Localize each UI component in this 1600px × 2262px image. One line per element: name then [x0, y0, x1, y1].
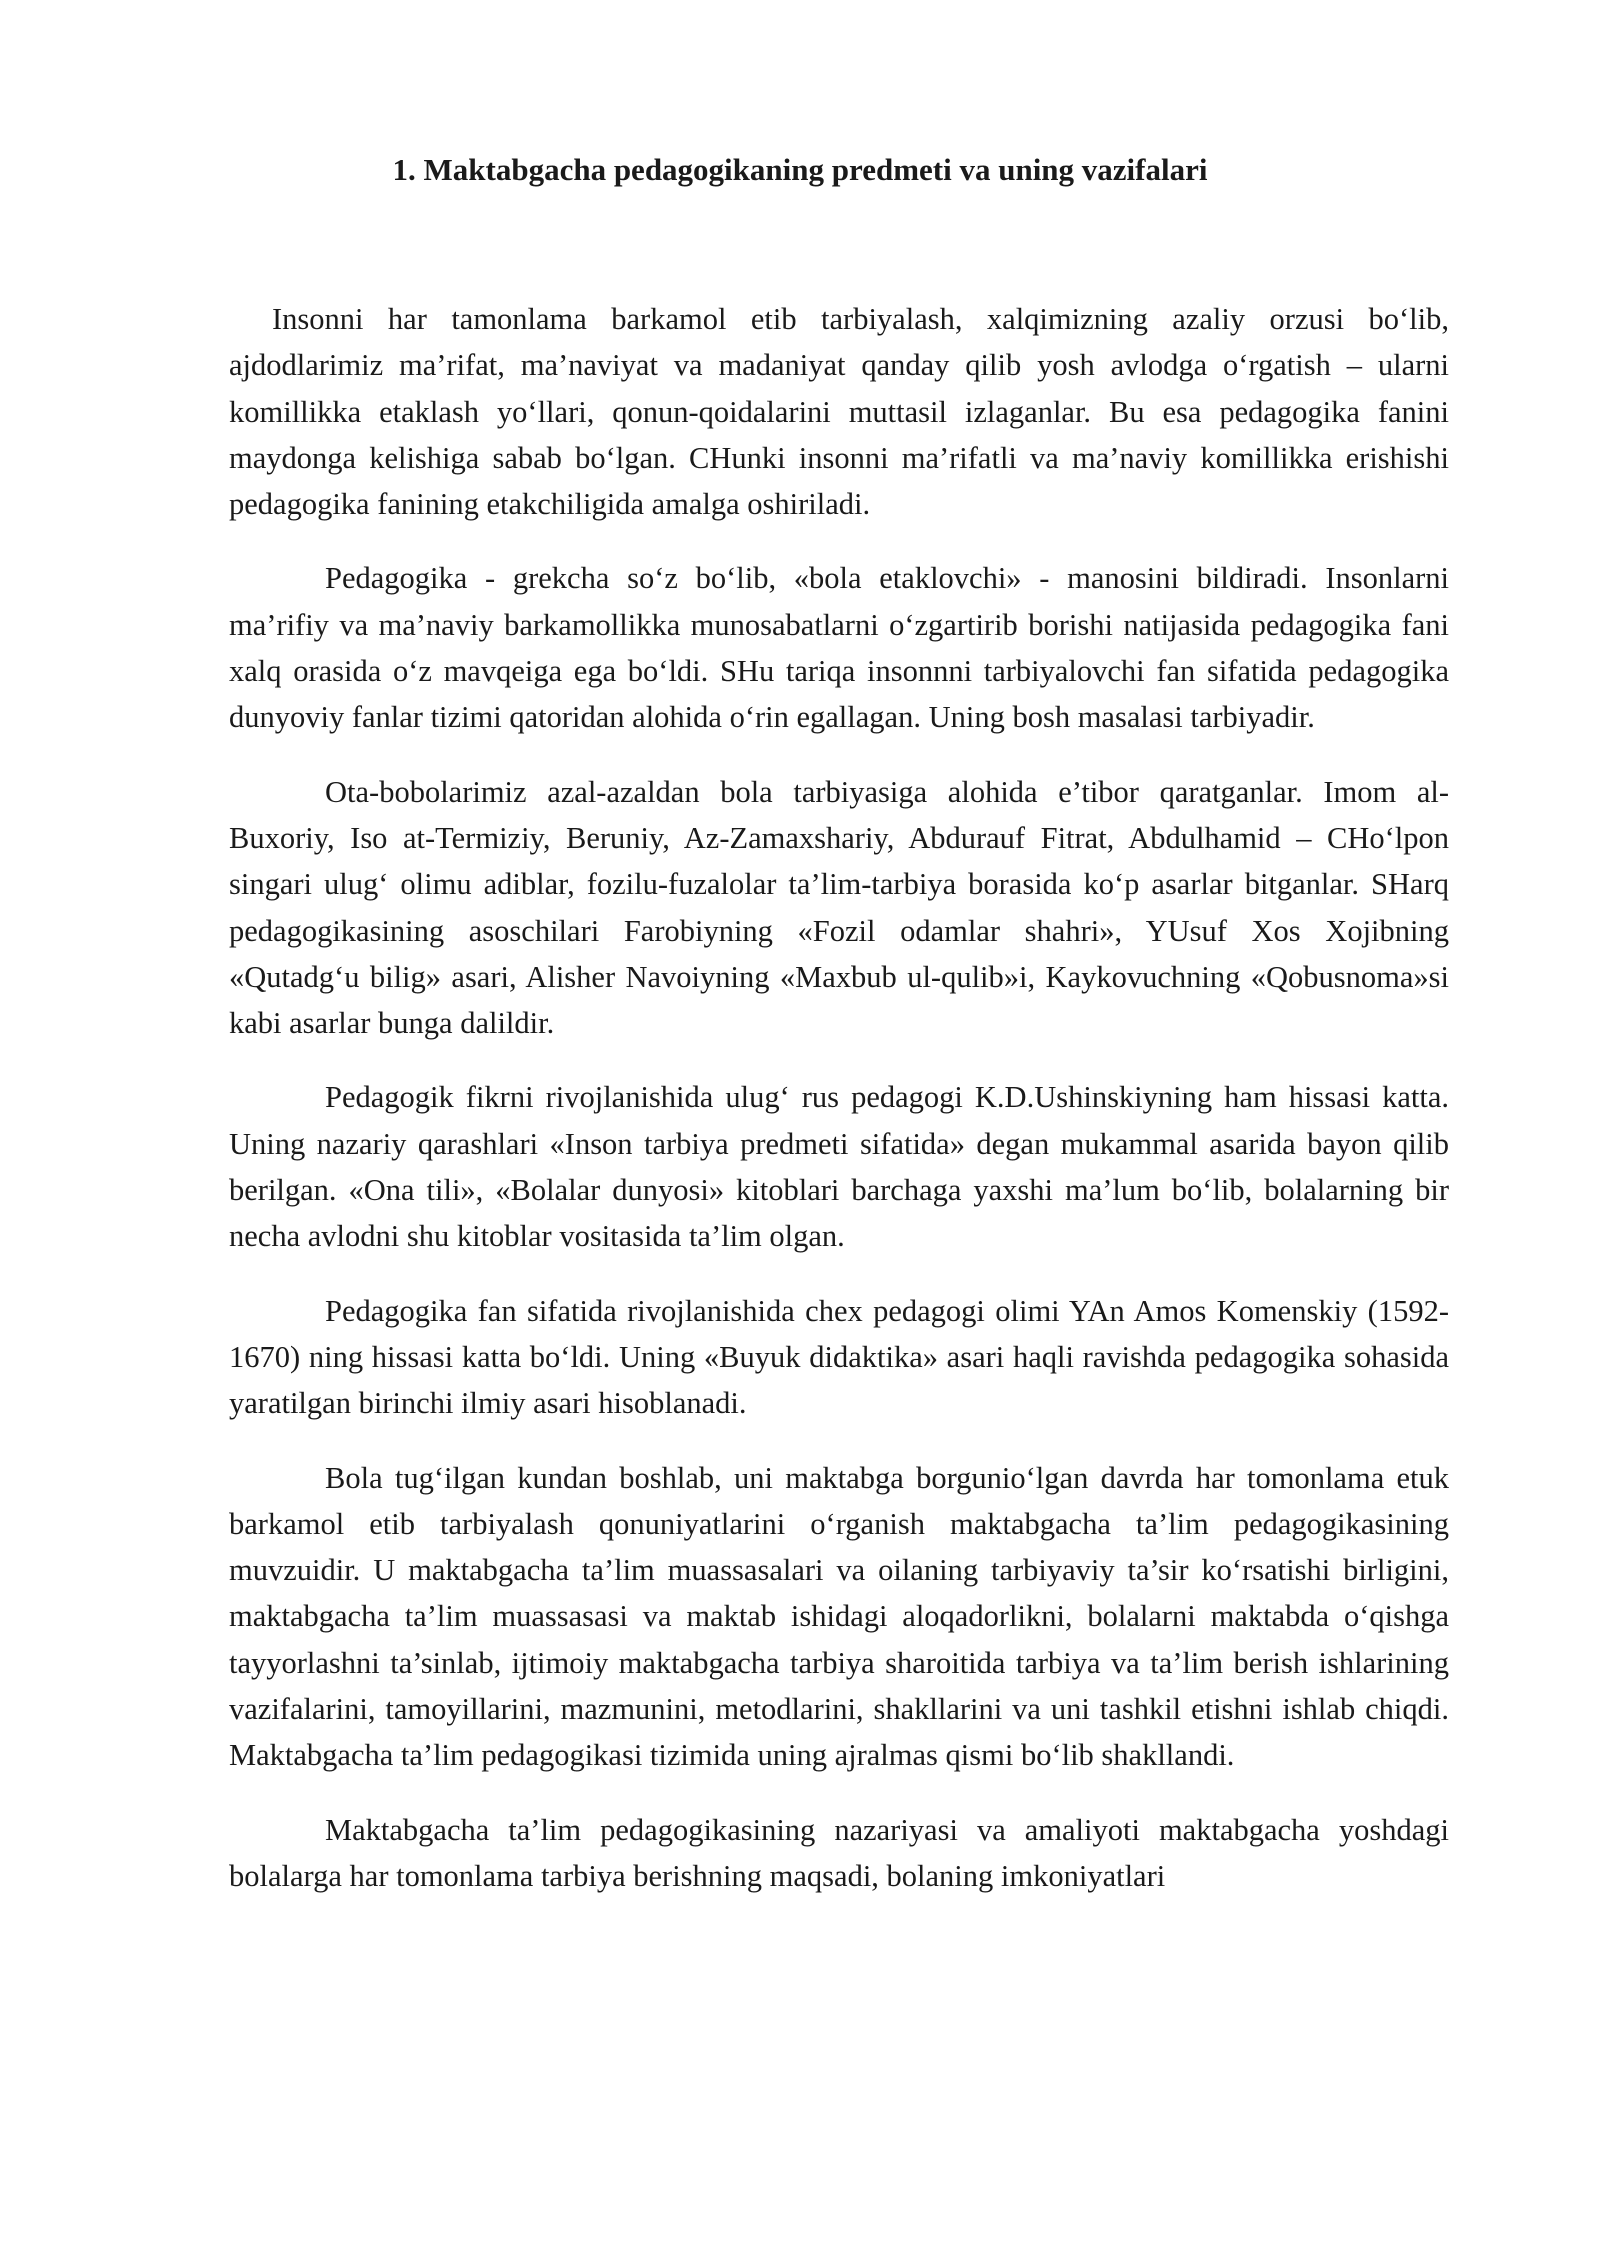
paragraph: Bola tug‘ilgan kundan boshlab, uni maktabga borgunio‘lgan davrda har tomonlama etuk barkamol etib tarbiyalash qonuniyatlarini o‘rganish maktabgacha ta’lim pedagogikasining muvzuidir. U maktabgacha ta’lim muassasalari va oilaning tarbiyaviy ta’sir ko‘rsatishi birligini, maktabgacha ta’lim muassasasi va maktab ishidagi aloqadorlikni, bolalarni maktabda o‘qishga tayyorlashni ta’sinlab, ijtimoiy maktabgacha tarbiya sharoitida tarbiya va ta’lim berish ishlarining vazifalarini, tamoyillarini, mazmunini, metodlarini, shakllarini va uni tashkil etishni ishlab chiqdi. Maktabgacha ta’lim pedagogikasi tizimida uning ajralmas qismi bo‘lib shakllandi.: [229, 1460, 1449, 1773]
paragraph: Maktabgacha ta’lim pedagogikasining nazariyasi va amaliyoti maktabgacha yoshdagi bolalarga har tomonlama tarbiya berishning maqsadi, bolaning imkoniyatlari: [229, 1812, 1449, 1893]
paragraph: Pedagogik fikrni rivojlanishida ulug‘ rus pedagogi K.D.Ushinskiyning ham hissasi katta. Uning nazariy qarashlari «Inson tarbiya predmeti sifatida» degan mukammal asarida bayon qilib berilgan. «Ona tili», «Bolalar dunyosi» kitoblari barchaga yaxshi ma’lum bo‘lib, bolalarning bir necha avlodni shu kitoblar vositasida ta’lim olgan.: [229, 1080, 1449, 1254]
paragraph: Ota-bobolarimiz azal-azaldan bola tarbiyasiga alohida e’tibor qaratganlar. Imom al-Buxoriy, Iso at-Termiziy, Beruniy, Az-Zamaxshariy, Abdurauf Fitrat, Abdulhamid – CHo‘lpon singari ulug‘ olimu adiblar, fozilu-fuzalolar ta’lim-tarbiya borasida ko‘p asarlar bitganlar. SHarq pedagogikasining asoschilari Farobiyning «Fozil odamlar shahri», YUsuf Xos Xojibning «Qutadg‘u bilig» asari, Alisher Navoiyning «Maxbub ul-qulib»i, Kaykovuchning «Qobusnoma»si kabi asarlar bunga dalildir.: [229, 774, 1449, 1041]
document-body: [229, 296, 1449, 1927]
paragraph: Pedagogika fan sifatida rivojlanishida chex pedagogi olimi YAn Amos Komenskiy (1592-1670) ning hissasi katta bo‘ldi. Uning «Buyuk didaktika» asari haqli ravishda pedagogika sohasida yaratilgan birinchi ilmiy asari hisoblanadi.: [229, 1293, 1449, 1421]
paragraph: Pedagogika - grekcha so‘z bo‘lib, «bola etaklovchi» - manosini bildiradi. Insonlarni ma’rifiy va ma’naviy barkamollikka munosabatlarni o‘zgartirib borishi natijasida pedagogika fani xalq orasida o‘z mavqeiga ega bo‘ldi. SHu tariqa insonnni tarbiyalovchi fan sifatida pedagogika dunyoviy fanlar tizimi qatoridan alohida o‘rin egallagan. Uning bosh masalasi tarbiyadir.: [229, 561, 1449, 735]
page-title: 1. Maktabgacha pedagogikaning predmeti va uning vazifalari: [392, 152, 1208, 187]
paragraph: Insonni har tamonlama barkamol etib tarbiyalash, xalqimizning azaliy orzusi bo‘lib, ajdodlarimiz ma’rifat, ma’naviyat va madaniyat qanday qilib yosh avlodga o‘rgatish – ularni komillikka etaklash yo‘llari, qonun-qoidalarini muttasil izlaganlar. Bu esa pedagogika fanini maydonga kelishiga sabab bo‘lgan. CHunki insonni ma’rifatli va ma’naviy komillikka erishishi pedagogika fanining etakchiligida amalga oshiriladi.: [229, 302, 1449, 522]
